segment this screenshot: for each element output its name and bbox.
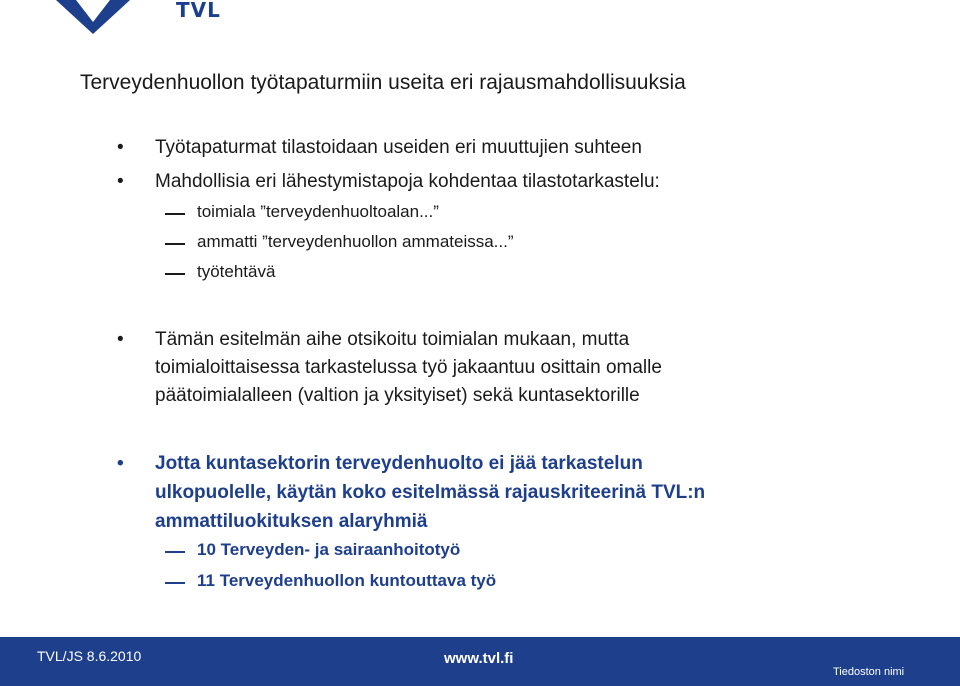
paragraph-line: ulkopuolelle, käytän koko esitelmässä rajauskriteerinä TVL:n: [155, 482, 706, 503]
bullet: •: [117, 137, 124, 158]
dash-marker: [165, 582, 185, 584]
sub-item: 11 Terveydenhuollon kuntouttava työ: [197, 571, 497, 590]
paragraph-line: toimialoittaisessa tarkastelussa työ jakaantuu osittain omalle: [155, 357, 662, 378]
sub-item: työtehtävä: [197, 262, 276, 281]
bullet: •: [117, 171, 124, 192]
bullet: •: [117, 329, 124, 350]
tvl-logo-mark-icon: [48, 0, 138, 34]
footer-website-link[interactable]: www.tvl.fi: [444, 650, 514, 667]
paragraph-line: Jotta kuntasektorin terveydenhuolto ei jää tarkastelun: [155, 453, 643, 474]
paragraph-line: ammattiluokituksen alaryhmiä: [155, 511, 428, 532]
dash-marker: [165, 273, 185, 275]
bullet: •: [117, 453, 124, 474]
slide-title: Terveydenhuollon työtapaturmiin useita eri rajausmahdollisuuksia: [80, 71, 686, 94]
bullet-text: Mahdollisia eri lähestymistapoja kohdentaa tilastotarkastelu:: [155, 171, 660, 192]
paragraph-line: päätoimialalleen (valtion ja yksityiset) sekä kuntasektorille: [155, 385, 640, 406]
footer-date: TVL/JS 8.6.2010: [37, 648, 142, 664]
tvl-logo: [48, 0, 221, 34]
dash-marker: [165, 243, 185, 245]
paragraph-line: Tämän esitelmän aihe otsikoitu toimialan mukaan, mutta: [155, 329, 630, 350]
footer-file-name: Tiedoston nimi: [833, 666, 905, 678]
sub-item: 10 Terveyden- ja sairaanhoitotyö: [197, 540, 461, 559]
bullet-text: Työtapaturmat tilastoidaan useiden eri muuttujien suhteen: [155, 137, 642, 158]
sub-item: ammatti ”terveydenhuollon ammateissa...”: [197, 232, 514, 251]
logo-text: TVL: [176, 0, 221, 22]
sub-item: toimiala ”terveydenhuoltoalan...”: [197, 202, 439, 221]
dash-marker: [165, 551, 185, 553]
dash-marker: [165, 213, 185, 215]
